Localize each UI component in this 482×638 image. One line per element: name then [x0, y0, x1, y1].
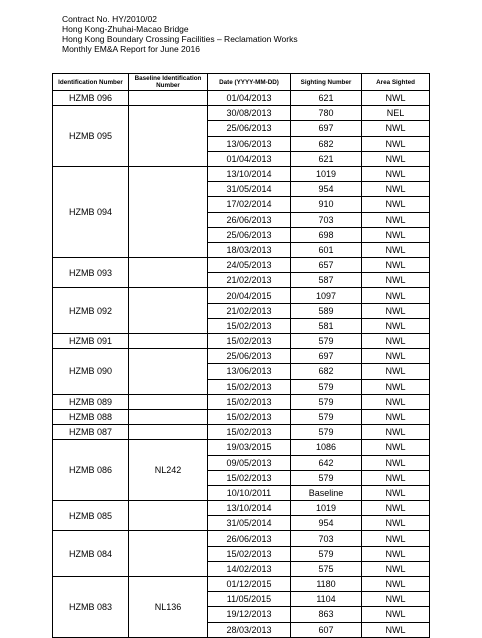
baseline-identification-cell [129, 409, 208, 424]
area-sighted-cell: NWL [362, 546, 430, 561]
identification-number-cell: HZMB 095 [53, 106, 129, 167]
baseline-identification-cell: NL136 [129, 577, 208, 638]
table-row [53, 106, 430, 121]
date-cell: 15/02/2013 [208, 470, 291, 485]
identification-number-cell: HZMB 092 [53, 288, 129, 334]
date-cell: 11/05/2015 [208, 592, 291, 607]
sighting-number-cell: 601 [291, 242, 362, 257]
table-body [53, 91, 430, 638]
date-cell: 28/03/2013 [208, 622, 291, 637]
contract-number: Contract No. HY/2010/02 [62, 14, 157, 24]
date-cell: 25/06/2013 [208, 349, 291, 364]
area-sighted-cell: NWL [362, 501, 430, 516]
area-sighted-cell: NWL [362, 166, 430, 181]
baseline-identification-cell [129, 394, 208, 409]
baseline-identification-cell [129, 258, 208, 288]
area-sighted-cell: NWL [362, 531, 430, 546]
sighting-number-cell: 1104 [291, 592, 362, 607]
area-sighted-cell: NWL [362, 212, 430, 227]
sighting-number-cell: 1019 [291, 501, 362, 516]
area-sighted-cell: NWL [362, 349, 430, 364]
project-name: Hong Kong-Zhuhai-Macao Bridge [62, 24, 189, 34]
date-cell: 26/06/2013 [208, 212, 291, 227]
date-cell: 15/02/2013 [208, 409, 291, 424]
table-row [53, 577, 430, 592]
area-sighted-cell: NWL [362, 607, 430, 622]
area-sighted-cell: NWL [362, 455, 430, 470]
table-row [53, 349, 430, 364]
sighting-number-cell: Baseline [291, 485, 362, 500]
area-sighted-cell: NWL [362, 425, 430, 440]
baseline-identification-cell: NL242 [129, 440, 208, 501]
sighting-number-cell: 1180 [291, 577, 362, 592]
table-row [53, 288, 430, 303]
sightings-table [52, 73, 430, 638]
area-sighted-cell: NWL [362, 334, 430, 349]
date-cell: 15/02/2013 [208, 318, 291, 333]
date-cell: 15/02/2013 [208, 379, 291, 394]
sighting-number-cell: 579 [291, 546, 362, 561]
table-row [53, 501, 430, 516]
sighting-number-cell: 954 [291, 516, 362, 531]
date-cell: 13/10/2014 [208, 501, 291, 516]
date-cell: 19/12/2013 [208, 607, 291, 622]
sighting-number-cell: 621 [291, 91, 362, 106]
identification-number-cell: HZMB 093 [53, 258, 129, 288]
sighting-number-cell: 581 [291, 318, 362, 333]
area-sighted-cell: NWL [362, 440, 430, 455]
area-sighted-cell: NWL [362, 182, 430, 197]
date-cell: 25/06/2013 [208, 227, 291, 242]
sighting-number-cell: 698 [291, 227, 362, 242]
sighting-number-cell: 587 [291, 273, 362, 288]
identification-number-cell: HZMB 094 [53, 166, 129, 257]
date-cell: 24/05/2013 [208, 258, 291, 273]
date-cell: 10/10/2011 [208, 485, 291, 500]
table-row [53, 91, 430, 106]
date-cell: 21/02/2013 [208, 273, 291, 288]
date-cell: 13/10/2014 [208, 166, 291, 181]
sighting-number-cell: 697 [291, 121, 362, 136]
area-sighted-cell: NWL [362, 136, 430, 151]
table-row [53, 258, 430, 273]
sighting-number-cell: 682 [291, 136, 362, 151]
area-sighted-cell: NWL [362, 379, 430, 394]
area-sighted-cell: NWL [362, 288, 430, 303]
date-cell: 15/02/2013 [208, 546, 291, 561]
column-header-sighting-number: Sighting Number [291, 74, 362, 91]
date-cell: 14/02/2013 [208, 561, 291, 576]
table-row [53, 531, 430, 546]
sighting-number-cell: 579 [291, 425, 362, 440]
sighting-number-cell: 954 [291, 182, 362, 197]
area-sighted-cell: NWL [362, 121, 430, 136]
date-cell: 30/08/2013 [208, 106, 291, 121]
identification-number-cell: HZMB 088 [53, 409, 129, 424]
date-cell: 09/05/2013 [208, 455, 291, 470]
area-sighted-cell: NWL [362, 409, 430, 424]
area-sighted-cell: NWL [362, 622, 430, 637]
table-header-row [53, 74, 430, 91]
area-sighted-cell: NWL [362, 577, 430, 592]
table-row [53, 166, 430, 181]
sighting-number-cell: 1086 [291, 440, 362, 455]
baseline-identification-cell [129, 91, 208, 106]
sighting-number-cell: 780 [291, 106, 362, 121]
date-cell: 15/02/2013 [208, 334, 291, 349]
area-sighted-cell: NWL [362, 592, 430, 607]
date-cell: 01/04/2013 [208, 151, 291, 166]
sighting-number-cell: 657 [291, 258, 362, 273]
area-sighted-cell: NWL [362, 258, 430, 273]
baseline-identification-cell [129, 106, 208, 167]
sighting-number-cell: 607 [291, 622, 362, 637]
date-cell: 18/03/2013 [208, 242, 291, 257]
sighting-number-cell: 621 [291, 151, 362, 166]
date-cell: 13/06/2013 [208, 136, 291, 151]
table-row [53, 394, 430, 409]
identification-number-cell: HZMB 090 [53, 349, 129, 395]
area-sighted-cell: NWL [362, 197, 430, 212]
column-header-date: Date (YYYY-MM-DD) [208, 74, 291, 91]
sighting-number-cell: 579 [291, 379, 362, 394]
baseline-identification-cell [129, 334, 208, 349]
sighting-number-cell: 703 [291, 212, 362, 227]
column-header-area-sighted: Area Sighted [362, 74, 430, 91]
area-sighted-cell: NWL [362, 364, 430, 379]
sighting-number-cell: 579 [291, 470, 362, 485]
sighting-number-cell: 1097 [291, 288, 362, 303]
area-sighted-cell: NWL [362, 470, 430, 485]
identification-number-cell: HZMB 091 [53, 334, 129, 349]
sighting-number-cell: 703 [291, 531, 362, 546]
date-cell: 19/03/2015 [208, 440, 291, 455]
table-row [53, 409, 430, 424]
date-cell: 21/02/2013 [208, 303, 291, 318]
date-cell: 17/02/2014 [208, 197, 291, 212]
baseline-identification-cell [129, 349, 208, 395]
identification-number-cell: HZMB 089 [53, 394, 129, 409]
date-cell: 15/02/2013 [208, 394, 291, 409]
date-cell: 31/05/2014 [208, 516, 291, 531]
column-header-baseline-identification-number: Baseline Identification Number [129, 74, 208, 91]
sighting-number-cell: 579 [291, 394, 362, 409]
sighting-number-cell: 1019 [291, 166, 362, 181]
date-cell: 26/06/2013 [208, 531, 291, 546]
date-cell: 31/05/2014 [208, 182, 291, 197]
area-sighted-cell: NEL [362, 106, 430, 121]
table-row [53, 425, 430, 440]
date-cell: 20/04/2015 [208, 288, 291, 303]
sighting-number-cell: 575 [291, 561, 362, 576]
identification-number-cell: HZMB 096 [53, 91, 129, 106]
area-sighted-cell: NWL [362, 227, 430, 242]
area-sighted-cell: NWL [362, 273, 430, 288]
sighting-number-cell: 863 [291, 607, 362, 622]
area-sighted-cell: NWL [362, 242, 430, 257]
date-cell: 25/06/2013 [208, 121, 291, 136]
sighting-number-cell: 682 [291, 364, 362, 379]
sighting-number-cell: 697 [291, 349, 362, 364]
baseline-identification-cell [129, 288, 208, 334]
area-sighted-cell: NWL [362, 318, 430, 333]
sighting-number-cell: 589 [291, 303, 362, 318]
sighting-number-cell: 642 [291, 455, 362, 470]
identification-number-cell: HZMB 083 [53, 577, 129, 638]
date-cell: 15/02/2013 [208, 425, 291, 440]
table-row [53, 334, 430, 349]
area-sighted-cell: NWL [362, 516, 430, 531]
report-title: Monthly EM&A Report for June 2016 [62, 44, 200, 54]
area-sighted-cell: NWL [362, 91, 430, 106]
baseline-identification-cell [129, 166, 208, 257]
sightings-table-container [52, 73, 429, 638]
identification-number-cell: HZMB 084 [53, 531, 129, 577]
sighting-number-cell: 579 [291, 334, 362, 349]
column-header-identification-number: Identification Number [53, 74, 129, 91]
baseline-identification-cell [129, 501, 208, 531]
date-cell: 01/04/2013 [208, 91, 291, 106]
identification-number-cell: HZMB 085 [53, 501, 129, 531]
project-subtitle: Hong Kong Boundary Crossing Facilities – Reclamation Works [62, 34, 298, 44]
area-sighted-cell: NWL [362, 561, 430, 576]
baseline-identification-cell [129, 531, 208, 577]
identification-number-cell: HZMB 087 [53, 425, 129, 440]
area-sighted-cell: NWL [362, 485, 430, 500]
sighting-number-cell: 579 [291, 409, 362, 424]
date-cell: 13/06/2013 [208, 364, 291, 379]
baseline-identification-cell [129, 425, 208, 440]
area-sighted-cell: NWL [362, 394, 430, 409]
identification-number-cell: HZMB 086 [53, 440, 129, 501]
report-header [62, 14, 462, 54]
area-sighted-cell: NWL [362, 303, 430, 318]
sighting-number-cell: 910 [291, 197, 362, 212]
area-sighted-cell: NWL [362, 151, 430, 166]
table-row [53, 440, 430, 455]
date-cell: 01/12/2015 [208, 577, 291, 592]
